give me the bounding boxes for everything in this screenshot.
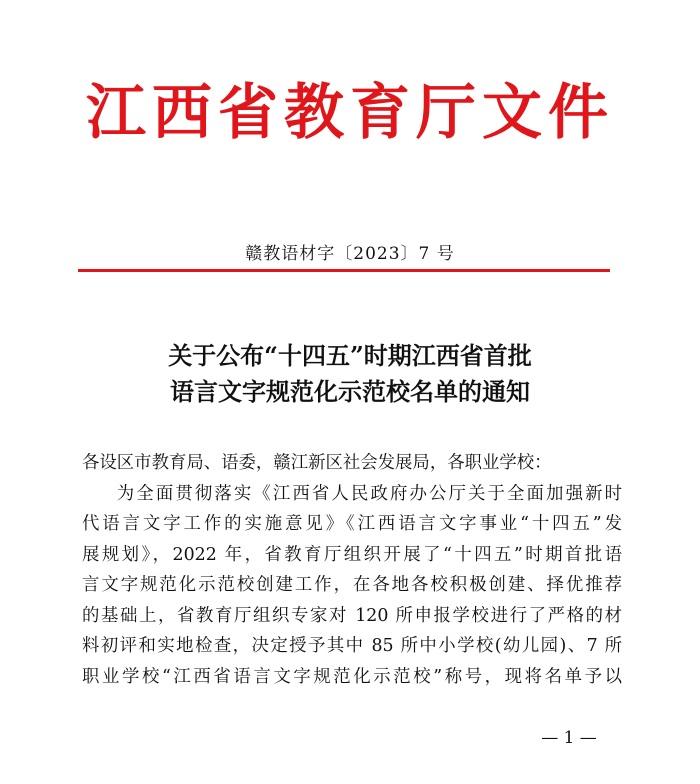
salutation: 各设区市教育局、语委，赣江新区社会发展局，各职业学校：	[82, 453, 552, 473]
body-text	[82, 448, 622, 692]
document-title	[0, 338, 700, 410]
body-line: 职业学校“江西省语言文字规范化示范校”称号，现将名单予以	[82, 666, 622, 687]
body-line: 展规划》，2022 年，省教育厅组织开展了“十四五”时期首批语	[82, 544, 622, 565]
title-line-2: 语言文字规范化示范校名单的通知	[170, 377, 530, 406]
title-line-1: 关于公布“十四五”时期江西省首批	[168, 341, 532, 370]
body-line: 代语言文字工作的实施意见》《江西语言文字事业“十四五”发	[82, 514, 622, 534]
body-line: 料初评和实地检查，决定授予其中 85 所中小学校(幼儿园)、7 所	[82, 636, 622, 656]
body-line: 言文字规范化示范校创建工作，在各地各校积极创建、择优推荐	[82, 575, 622, 595]
document-number: 赣教语材字〔2023〕7 号	[245, 244, 455, 264]
masthead-title: 江西省教育厅文件	[86, 78, 614, 148]
page-number: — 1 —	[541, 728, 597, 748]
body-line: 的基础上，省教育厅组织专家对 120 所申报学校进行了严格的材	[82, 605, 622, 626]
red-divider-line	[78, 269, 610, 272]
body-line: 为全面贯彻落实《江西省人民政府办公厅关于全面加强新时	[116, 483, 622, 504]
